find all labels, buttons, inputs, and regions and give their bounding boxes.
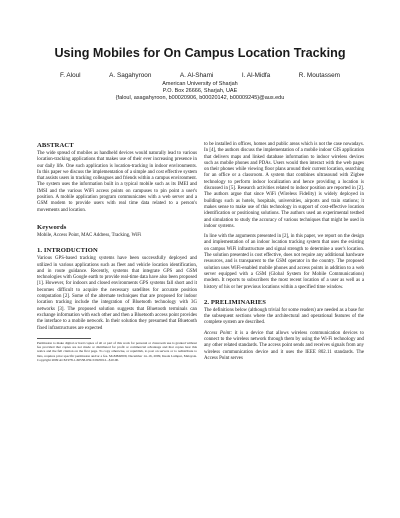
affiliation-address: P.O. Box 26666, Sharjah, UAE <box>162 88 238 94</box>
access-point-paragraph <box>204 331 364 362</box>
affiliation-institution: American University of Sharjah <box>162 81 238 87</box>
copyright-footnote: Permission to make digital or hard copies of all or part of this work for personal or classroom use is granted without fee provided that copies are not made or distributed for profit or commercial advantage and that copies bear this notice and the full citation on the first page. To copy otherwise, or republish, to post on servers or to redistribute to lists, requires prior specific permission and/or a fee. MoMM2009, December 14–16, 2009, Kuala Lumpur, Malaysia. Copyright 2009 ACM 978-1-60558-659-5/09/0012...$10.00. <box>37 340 197 363</box>
author-name: R. Moutassem <box>298 72 340 79</box>
author-name: A. Al-Shami <box>179 72 214 79</box>
right-column <box>204 142 364 362</box>
access-point-term: Access Point: <box>204 330 233 336</box>
author-name: A. Sagahyroon <box>109 72 152 79</box>
affiliation-emails: {faloul, asagahyroon, b00020906, b00020142, b00009245}@aus.edu <box>115 95 285 101</box>
body-paragraph: The definitions below (although trivial for some readers) are needed as a base for the subsequent sections where the architectural and operational features of the complete system are described. <box>204 307 364 326</box>
author-name: I. Al-Midfa <box>241 72 271 79</box>
keywords-text: Mobile, Access Point, MAC Address, Tracking, WiFi <box>37 232 142 238</box>
access-point-definition: it is a device that allows wireless communication devices to connect to the wireless network through them by using the Wi-Fi technology and any other related standards. The access point sends and receives signals from any wireless communication device and it uses the IEEE 802.11 standards. The Access Point serves <box>204 330 364 361</box>
body-paragraph: to be installed in offices, homes and public areas which is not the case nowadays. In [4], the authors discuss the implementation of a mobile indoor GIS application that delivers maps and linked database information to indoor wireless devices such as mobile phones and PDAs. Users would then interact with the web pages on their phones while viewing floor plans around their current location, searching for an office or a classroom. A system that combines ultrasound with Zigbee technology to perform indoor localization and hence providing a location is discussed in [5]. Research activities related to indoor position are reported in [2]. The authors argue that since WiFi (Wireless Fidelity) is widely deployed in buildings such as hotels, hospitals, universities, airports and train stations; it makes sense to make use of this technology in support of cost-effective location identification or positioning solutions. The authors used an experimental testbed and simulation to study the accuracy of various techniques that might be used in indoor systems. <box>204 142 364 229</box>
left-column <box>37 142 197 362</box>
introduction-text: Various GPS-based tracking systems have been successfully deployed and utilized in various applications such as fleet and vehicle location identification, and in route guidance. Recently, systems that integrate GPS and GSM technologies with Google earth to provide real-time data have also been proposed [1]. However, for indoors and closed environments GPS systems fall short and it becomes difficult to acquire the necessary satellites for accurate position computation [2]. Some of the alternate techniques that are proposed for indoor location tracking include the integration of Bluetooth technology with 3G networks [3]. The proposed solution suggests that Bluetooth terminals can exchange information with each other and then a Bluetooth access point provides the interface to a mobile network. In their solution they presumed that Bluetooth fixed infrastructures are expected <box>37 256 197 331</box>
preliminaries-heading: 2. PRELIMINARIES <box>204 298 267 306</box>
abstract-text: The wide spread of mobiles as handheld devices would naturally lead to various location-tracking applications that makes use of their ever increasing presence in our daily life. One such application is location-tracking in indoor environments. In this paper we discuss the implementation of a simple and cost effective system that assists users in tracking colleagues and friends within a campus environment. The system uses the information built in a typical mobile such as its IMEI and IMSI and the various WiFi access points on campuses to pin point a user's position. A mobile application program communicates with a web server and a GSM modem to provide users with real time data related to a person's movements and location. <box>37 151 197 213</box>
author-list <box>60 72 340 79</box>
body-paragraph: In line with the arguments presented in [2], in this paper, we report on the design and implementation of an indoor location tracking system that uses the existing on campus WiFi infrastructure and signal strength to determine a user's location. The solution presented is cost effective, does not require any additional hardware resources, and is transparent to the GSM operator in the country. The proposed solution uses WiFi-enabled mobile phones and access points in addition to a web server equipped with a GSM (Global System for Mobile Communications) modem. It reports to subscribers the most recent location of a user as well as a history of his or her previous locations within a specified time window. <box>204 234 364 290</box>
keywords-heading: Keywords <box>37 223 67 231</box>
abstract-heading: ABSTRACT <box>37 142 74 149</box>
introduction-heading: 1. INTRODUCTION <box>37 247 98 255</box>
author-name: F. Aloul <box>60 72 81 79</box>
footnote-divider <box>37 338 91 339</box>
paper-title: Using Mobiles for On Campus Location Tracking <box>54 46 346 60</box>
